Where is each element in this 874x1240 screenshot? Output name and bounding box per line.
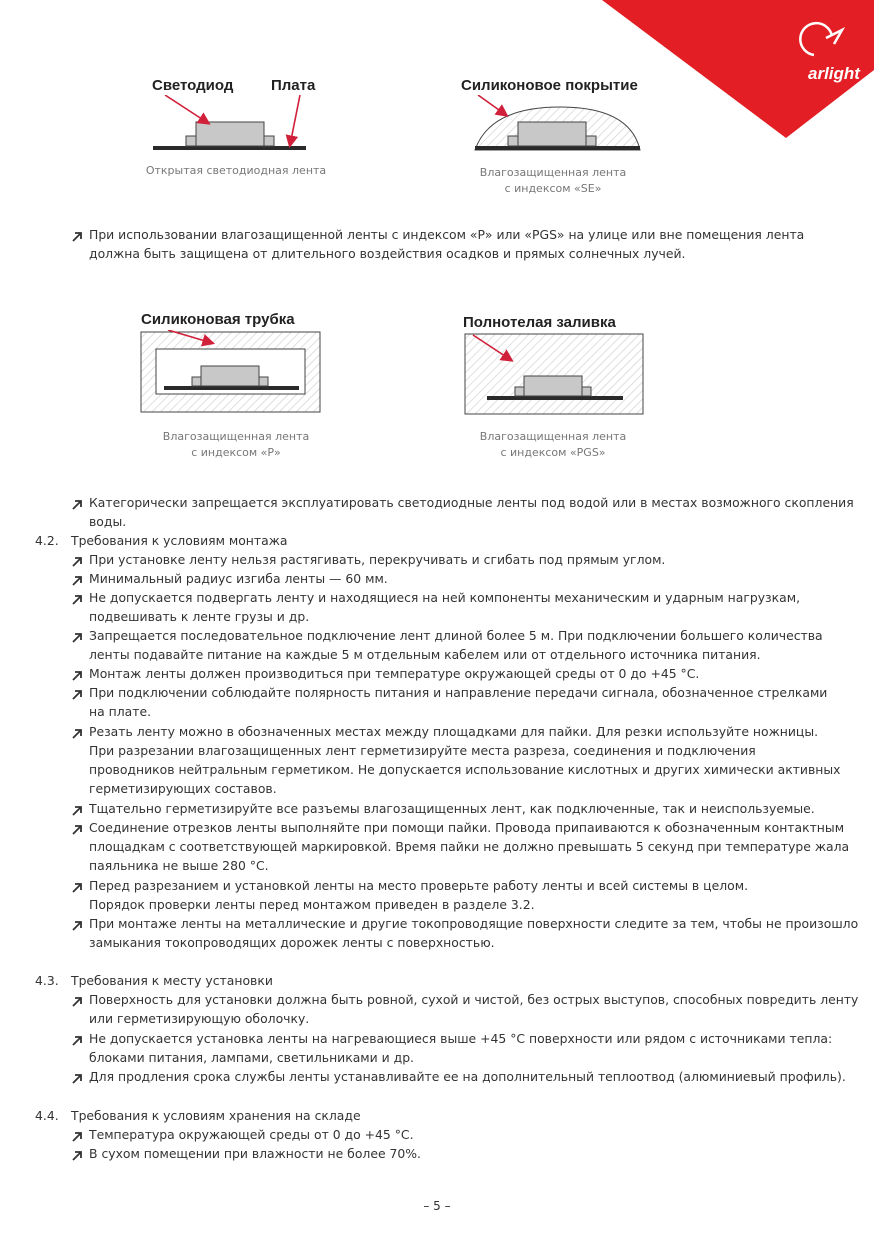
label-pgs: Полнотелая заливка bbox=[463, 314, 616, 331]
section-title: Требования к месту установки bbox=[71, 973, 273, 988]
label-board: Плата bbox=[271, 77, 316, 94]
bullet-text: Перед разрезанием и установкой ленты на место проверьте работу ленты и всей системы в целом. Порядок проверки ленты перед монтажом приведен в разделе 3.2. bbox=[89, 878, 749, 912]
se-strip-diagram bbox=[470, 95, 650, 155]
p-strip-diagram bbox=[140, 330, 325, 415]
svg-text:arlight: arlight bbox=[808, 64, 860, 83]
bullet-text: Резать ленту можно в обозначенных местах между площадками для пайки. Для резки используйте ножницы. При разрезании влагозащищенных лент герметизируйте места разреза, соединения и подключения проводников нейтральным герметиком. Не допускается использование кислотных и других химически активных герметизирующих составов. bbox=[89, 724, 841, 796]
bullet-text: Поверхность для установки должна быть ровной, сухой и чистой, без острых выступов, способных повредить ленту или герметизирующую оболочку. bbox=[89, 992, 859, 1026]
bullet-text: Запрещается последовательное подключение лент длиной более 5 м. При подключении большего количества ленты подавайте питание на каждые 5 м отдельным кабелем или от отдельного источника питания. bbox=[89, 628, 823, 662]
caption-open: Открытая светодиодная лента bbox=[145, 164, 327, 177]
caption-p: Влагозащищенная лента с индексом «P» bbox=[162, 430, 310, 459]
section-title: Требования к условиям монтажа bbox=[71, 533, 288, 548]
bullet-arrow-icon bbox=[71, 1150, 83, 1162]
bullet-arrow-icon bbox=[71, 996, 83, 1008]
bullet-arrow-icon bbox=[71, 920, 83, 932]
bullet-text: При подключении соблюдайте полярность питания и направление передачи сигнала, обозначенное стрелками на плате. bbox=[89, 685, 828, 719]
bullet-arrow-icon bbox=[71, 1073, 83, 1085]
bullet-text: Тщательно герметизируйте все разъемы влагозащищенных лент, как подключенные, так и неиспользуемые. bbox=[89, 801, 815, 816]
bullet-text: Не допускается установка ленты на нагревающиеся выше +45 °C поверхности или рядом с источниками тепла: блоками питания, лампами, светильниками и др. bbox=[89, 1031, 833, 1065]
label-p: Силиконовая трубка bbox=[141, 311, 295, 328]
bullet-text: Для продления срока службы ленты устанавливайте ее на дополнительный теплоотвод (алюминиевый профиль). bbox=[89, 1069, 846, 1084]
bullet-text: Температура окружающей среды от 0 до +45 °C. bbox=[89, 1127, 414, 1142]
warning-bullet-text: Категорически запрещается эксплуатировать светодиодные ленты под водой или в местах возможного скопления воды. bbox=[89, 495, 854, 529]
bullet-arrow-icon bbox=[71, 575, 83, 587]
bullet-text: Монтаж ленты должен производиться при температуре окружающей среды от 0 до +45 °C. bbox=[89, 666, 700, 681]
bullet-text: Соединение отрезков ленты выполняйте при помощи пайки. Провода припаиваются к обозначенным контактным площадкам с соответствующей маркировкой. Время пайки не должно превышать 5 секунд при температуре жала паяльника не выше 280 °C. bbox=[89, 820, 850, 873]
bullet-arrow-icon bbox=[71, 556, 83, 568]
page-number: – 5 – bbox=[423, 1199, 451, 1213]
bullet-arrow-icon bbox=[71, 805, 83, 817]
bullet-text: Минимальный радиус изгиба ленты — 60 мм. bbox=[89, 571, 388, 586]
open-strip-diagram bbox=[140, 95, 320, 155]
bullet-text: При установке ленту нельзя растягивать, перекручивать и сгибать под прямым углом. bbox=[89, 552, 666, 567]
bullet-text: При монтаже ленты на металлические и другие токопроводящие поверхности следите за тем, чтобы не произошло замыкания токопроводящих дорожек ленты с поверхностью. bbox=[89, 916, 859, 950]
bullet-arrow-icon bbox=[71, 231, 83, 243]
bullet-arrow-icon bbox=[71, 728, 83, 740]
section-number: 4.3. bbox=[35, 973, 59, 988]
bullet-arrow-icon bbox=[71, 689, 83, 701]
intro-bullet-text: При использовании влагозащищенной ленты с индексом «P» или «PGS» на улице или вне помещения лента должна быть защищена от длительного воздействия осадков и прямых солнечных лучей. bbox=[89, 227, 805, 261]
section-number: 4.2. bbox=[35, 533, 59, 548]
section-title: Требования к условиям хранения на складе bbox=[71, 1108, 361, 1123]
bullet-arrow-icon bbox=[71, 670, 83, 682]
bullet-arrow-icon bbox=[71, 824, 83, 836]
bullet-text: Не допускается подвергать ленту и находящиеся на ней компоненты механическим и ударным нагрузкам, подвешивать к ленте грузы и др. bbox=[89, 590, 801, 624]
label-led: Светодиод bbox=[152, 77, 234, 94]
caption-se: Влагозащищенная лента с индексом «SE» bbox=[479, 166, 627, 195]
bullet-arrow-icon bbox=[71, 882, 83, 894]
bullet-arrow-icon bbox=[71, 1131, 83, 1143]
bullet-arrow-icon bbox=[71, 632, 83, 644]
section-number: 4.4. bbox=[35, 1108, 59, 1123]
caption-pgs: Влагозащищенная лента с индексом «PGS» bbox=[479, 430, 627, 459]
bullet-arrow-icon bbox=[71, 594, 83, 606]
label-se: Силиконовое покрытие bbox=[461, 77, 638, 94]
bullet-text: В сухом помещении при влажности не более 70%. bbox=[89, 1146, 421, 1161]
bullet-arrow-icon bbox=[71, 499, 83, 511]
bullet-arrow-icon bbox=[71, 1035, 83, 1047]
pgs-strip-diagram bbox=[463, 332, 648, 417]
